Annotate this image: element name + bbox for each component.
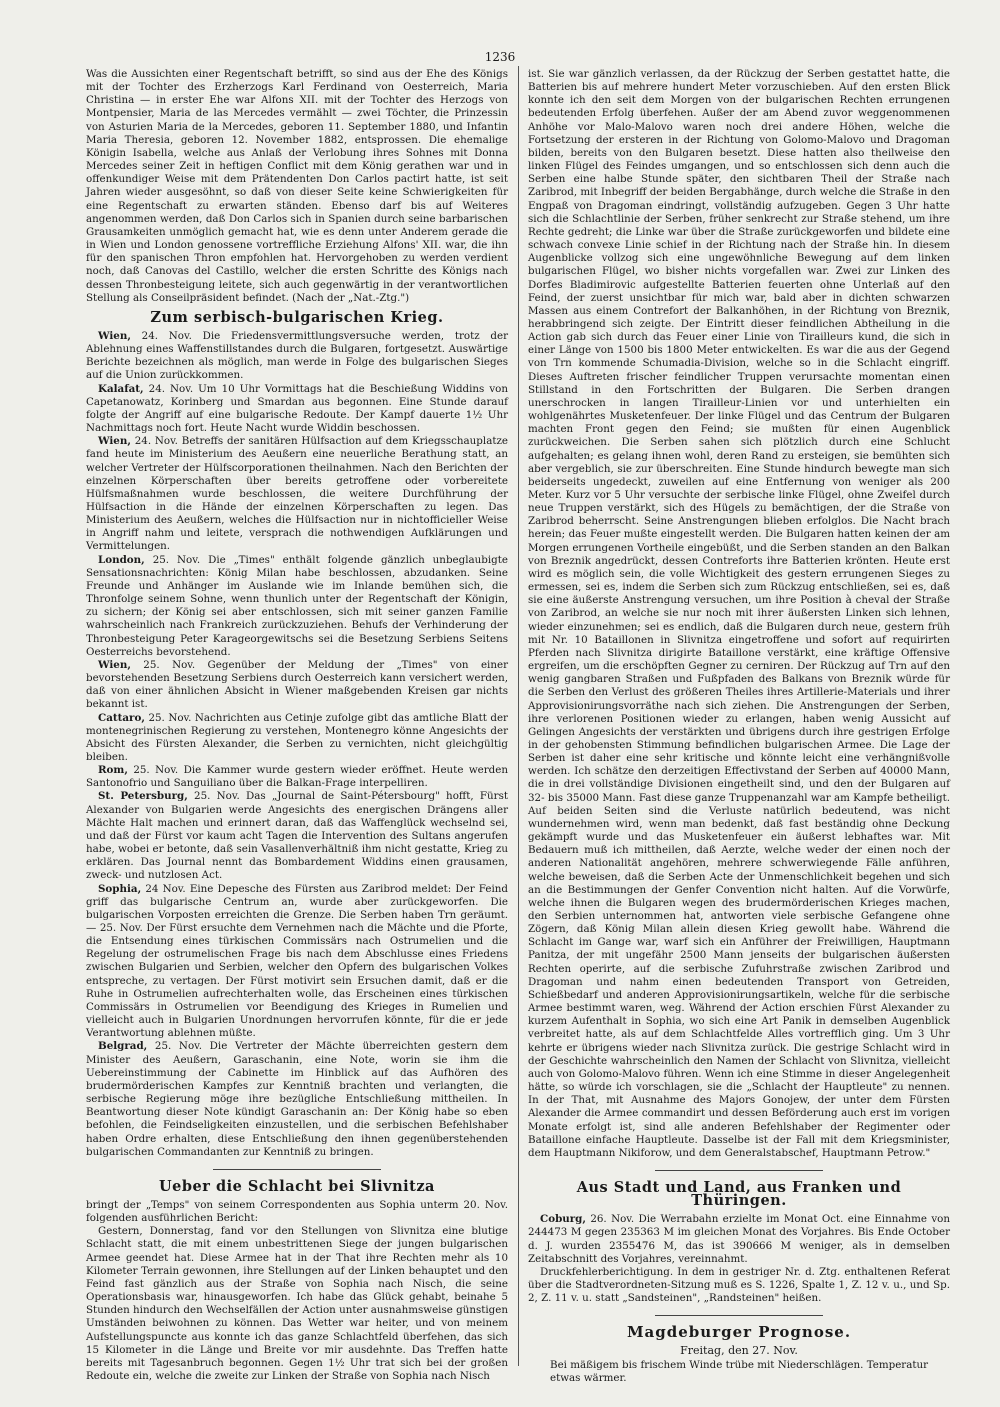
local-news-list	[528, 1213, 950, 1305]
news-item	[86, 330, 508, 383]
prognose-text: Bei mäßigem bis frischem Winde trübe mit Niederschlägen. Temperatur etwas wärmer.	[550, 1358, 929, 1384]
dateline-place: Belgrad,	[98, 1040, 148, 1053]
news-text: 24. Nov. Betreffs der sanitären Hülfsaction auf dem Kriegsschauplatze fand heute im Ministerium des Aeußern eine neuerliche Berathung statt, an welcher Vertreter der Hülfscorporationen theilnahmen. Nach den Berichten der einzelnen Körperschaften über bereits getroffene oder vorbereitete Hülfsmaßnahmen wurde beschlossen, die weitere Durchführung der Hülfsaction in die Hände der einzelnen Körperschaften zu legen. Das Ministerium des Aeußern, welches die Hülfsaction nur in nichtofficieller Weise in Angriff nahm und leitete, versprach die nothwendigen Aufklärungen und Vermittelungen.	[86, 435, 508, 553]
news-text: 25. Nov. Gegenüber der Meldung der „Times" von einer bevorstehenden Besetzung Serbiens durch Oesterreich kann versichert werden, daß von einer ähnlichen Absicht in Wiener maßgebenden Kreisen gar nichts bekannt ist.	[86, 658, 508, 711]
left-column	[86, 68, 508, 1383]
news-text: 24. Nov. Um 10 Uhr Vormittags hat die Beschießung Widdins von Capetanowatz, Korinberg und Smardan aus begonnen. Eine Stunde darauf folgte der Angriff auf eine bulgarische Redoute. Der Kampf dauerte 1½ Uhr Nachmittags noch fort. Heute Nacht wurde Widdin beschossen.	[86, 382, 508, 435]
news-item	[86, 435, 508, 553]
news-item	[528, 1266, 950, 1305]
news-item	[86, 790, 508, 882]
section-heading-war: Zum serbisch-bulgarischen Krieg.	[150, 308, 444, 326]
dateline-place: Wien,	[98, 329, 131, 342]
news-text: 26. Nov. Die Werrabahn erzielte im Monat Oct. eine Einnahme von 244473 M gegen 235363 M im gleichen Monat des Vorjahres. Bis Ende October d. J. wurden 2355476 M, das ist 390666 M weniger, als in demselben Zeitabschnitt des Vorjahres, vereinnahmt.	[528, 1213, 950, 1265]
news-text: 24 Nov. Eine Depesche des Fürsten aus Zaribrod meldet: Der Feind griff das bulgarische Centrum an, wurde aber zurückgeworfen. Die bulgarischen Vorposten erreichten die Grenze. Die Serben haben Trn geräumt. — 25. Nov. Der Fürst ersuchte dem Vernehmen nach die Mächte und die Pforte, die Entsendung eines türkischen Commissärs nach Ostrumelien und die Regelung der ostrumelischen Frage bis nach dem Abschlusse eines Friedens zwischen Bulgarien und Serbien, welcher den Opfern des bulgarischen Volkes entspreche, zu vertagen. Der Fürst motivirt sein Ersuchen damit, daß er die Ruhe in Ostrumelien aufrechterhalten wolle, das Erscheinen eines türkischen Commissärs in Ostrumelien vor Beendigung des Krieges in Rumelien und vielleicht auch in Bulgarien Unordnungen hervorrufen könnte, für die er jede Verantwortung ablehnen müßte.	[86, 882, 508, 1040]
news-text: 25. Nov. Die Vertreter der Mächte überreichten gestern dem Minister des Aeußern, Garaschanin, eine Note, worin sie ihm die Uebereinstimmung der Cabinette im Hinblick auf das Aufhören des brudermörderischen Kampfes zur Kenntniß brachten und verlangten, die serbische Regierung möge ihre bezügliche Entschließung mittheilen. In Beantwortung dieser Note kündigt Garaschanin an: Der König habe so eben befohlen, die Feindseligkeiten einzustellen, und die serbischen Befehlshaber haben Ordre erhalten, diese Entschließung den ihnen gegenüberstehenden bulgarischen Commandanten zur Kenntniß zu bringen.	[86, 1040, 508, 1158]
prognose-title: Magdeburger Prognose.	[626, 1323, 852, 1342]
dateline-place: Cattaro,	[98, 711, 145, 724]
dateline-place: St. Petersburg,	[98, 790, 188, 803]
slivnitza-report-continuation: ist. Sie war gänzlich verlassen, da der Rückzug der Serben gestattet hatte, die Batterien bis auf mehrere hundert Meter vorzuschieben. Auf den ersten Blick konnte ich den seit dem Morgen von der bulgarischen Rechten errungenen bedeutenden Erfolg überfehen. Außer der am Abend zuvor weggenommenen Anhöhe vor Malo-Malovo waren noch drei andere Höhen, welche die Fortsetzung der ersteren in der Richtung von Golomo-Malovo und Dragoman bilden, bereits von den Bulgaren besetzt. Diese hatten also theilweise den linken Flügel des Feindes umgangen, und so entschlossen sich denn auch die Serben eine halbe Stunde später, den sichtbaren Theil der Straße nach Zaribrod, mit Inbegriff der beiden Bergabhänge, durch welche die Straße in den Engpaß von Dragoman eindringt, vollständig aufzugeben. Gegen 3 Uhr hatte sich die Schlachtlinie der Serben, früher senkrecht zur Straße stehend, um ihre Rechte gedreht; die Linke war über die Straße zurückgeworfen und bildete eine schwach convexe Linie schief in der Richtung nach der Straße hin. In diesem Augenblicke vollzog sich eine ungewöhnliche Bewegung auf dem linken bulgarischen Flügel, wo bisher nichts vorgefallen war. Zwei zur Linken des Dorfes Bladimirovic aufgestellte Batterien feuerten ohne Unterlaß auf den Feind, der zuerst unsichtbar für mich war, bald aber in dichten schwarzen Massen aus einem Contrefort der Balkanhöhen, in der Richtung von Breznik, herabbringend sich zeigte. Der Eintritt dieser feindlichen Abtheilung in die Action gab sich durch das Feuer einer Linie von Tirailleurs kund, die sich in einer Länge von 1500 bis 1800 Meter entwickelten. Es war die aus der Gegend von Trn kommende Schumadia-Division, welche so in die Schlacht eingriff. Dieses Auftreten frischer feindlicher Truppen verursachte momentan einen Stillstand in den Fortschritten der Bulgaren. Die Serben drangen unerschrocken in langen Tirailleur-Linien vor und unterhielten ein wohlgenährtes Musketenfeuer. Der linke Flügel und das Centrum der Bulgaren machten Front gegen den Feind; sie mußten für einen Augenblick zurückweichen. Die Serben sahen sich plötzlich durch eine Schlucht aufgehalten; es gelang ihnen wohl, deren Rand zu ersteigen, sie bemühten sich aber vergeblich, sie zur überschreiten. Eine Stunde hindurch bewegte man sich beiderseits ungedeckt, zuweilen auf eine Entfernung von weniger als 200 Meter. Kurz vor 5 Uhr versuchte der serbische linke Flügel, ohne Zweifel durch neue Truppen verstärkt, sich des Hügels zu bemächtigen, der die Straße von Zaribrod beherrscht. Seine Anstrengungen blieben erfolglos. Die Nacht brach herein; das Feuer mußte eingestellt werden. Die Bulgaren hatten keinen der am Morgen errungenen Vortheile eingebüßt, und die Serben standen an den Balkan von Breznik angedrückt, dessen Contreforts ihre Batterien krönten. Heute erst wird es möglich sein, die volle Wichtigkeit des gestern errungenen Sieges zu ermessen, sei es, indem die Serben sich zum Rückzug entschließen, sei es, daß sie eine äußerste Anstrengung versuchen, um ihre Position à cheval der Straße von Zaribrod, an welche sie nur noch mit ihrer äußersten Linken sich lehnen, wieder einzunehmen; sei es endlich, daß die Bulgaren durch neue, gestern früh mit Nr. 10 Bataillonen in Slivnitza eingetroffene und sofort auf requirirten Pferden nach Slivnitza dirigirte Bataillone verstärkt, eine kräftige Offensive ergreifen, um die erschöpften Gegner zu cerniren. Der Rückzug auf Trn auf den wenig gangbaren Straßen und Fußpfaden des Balkans von Breznik würde für die Serben den Verlust des größeren Theiles ihres Artillerie-Materials und ihrer Approvisionirungsvorräthe nach sich ziehen. Die Anstrengungen der Serben, ihre verlorenen Positionen wieder zu erlangen, haben wenig Aussicht auf Gelingen Angesichts der verstärkten und übrigens durch ihre gestrigen Erfolge in der gehobensten Stimmung befindlichen bulgarischen Armee. Die Lage der Serben ist daher eine sehr kritische und könnte leicht eine verhängnißvolle werden. Ich schätze den derzeitigen Effectivstand der Serben auf 40000 Mann, die in drei vollständige Divisionen eingetheilt sind, und den der Bulgaren auf 32- bis 35000 Mann. Fast diese ganze Truppenanzahl war am Kampfe betheiligt. Auf beiden Seiten sind die Verluste natürlich bedeutend, was nicht wundernehmen wird, wenn man bedenkt, daß fast beständig ohne Deckung gekämpft wurde und das Musketenfeuer ein äußerst lebhaftes war. Mit Bedauern muß ich mittheilen, daß Aerzte, welche weder der einen noch der anderen Nationalität angehören, mehrere schwerwiegende Fälle anführen, welche beweisen, daß die Serben Acte der Unmenschlichkeit begehen und sich an die Bestimmungen der Genfer Convention nicht halten. Auf die Vorwürfe, welche ihnen die Bulgaren wegen des brudermörderischen Krieges machen, den Serbien unternommen hat, antworten viele serbische Gefangene ohne Zögern, daß König Milan allein diesen Krieg gewollt habe. Während die Schlacht im Gange war, warf sich ein Anführer der Freiwilligen, Hauptmann Panitza, der mit ungefähr 2500 Mann jenseits der bulgarischen äußersten Rechten operirte, auf die serbische Zufuhrstraße zwischen Zaribrod und Dragoman und nahm einen bedeutenden Transport von Getreiden, Schießbedarf und anderen Approvisionirungsartikeln, welche für die serbische Armee bestimmt waren, weg. Während der Action erschien Fürst Alexander zu kurzem Aufenthalt in Sophia, wo sich eine Art Panik in demselben Augenblick verbreitet hatte, als auf dem Schlachtfelde Alles vortrefflich ging. Um 3 Uhr kehrte er übrigens wieder nach Slivnitza zurück. Die gestrige Schlacht wird in der Geschichte wahrscheinlich den Namen der Schlacht von Slivnitza, vielleicht auch von Golomo-Malovo führen. Wenn ich eine Stimme in dieser Angelegenheit hätte, so würde ich vorschlagen, sie die „Schlacht der Hauptleute" zu nennen. In der That, mit Ausnahme des Majors Gonojew, der unter dem Fürsten Alexander die Armee commandirt und dessen Beförderung auch erst im vorigen Monate erfolgt ist, sind alle anderen Befehlshaber der Regimenter oder Bataillone einfache Hauptleute. Dasselbe ist der Fall mit dem Kriegsminister, dem Hauptmann Nikiforow, und dem Generalstabschef, Hauptmann Petrow."	[528, 68, 950, 1159]
section-heading-local: Aus Stadt und Land, aus Franken und Thüringen.	[576, 1178, 902, 1210]
news-text: 25. Nov. Die „Times" enthält folgende gänzlich unbeglaubigte Sensationsnachrichten: König Milan habe beschlossen, abzudanken. Seine Freunde und Anhänger im Auslande wie im Inlande bemühen sich, die Thronfolge seinem Sohne, wenn thunlich unter der Regentschaft der Königin, zu sichern; der König sei aber entschlossen, sich mit seiner ganzen Familie wahrscheinlich nach Frankreich zurückzuziehen. Behufs der Verhinderung der Thronbesteigung Peter Karageorgewitschs sei die Besetzung Serbiens Seitens Oesterreichs bevorstehend.	[86, 553, 508, 658]
slivnitza-report: Gestern, Donnerstag, fand vor den Stellungen von Slivnitza eine blutige Schlacht statt, die mit einem unbestrittenen Siege der jungen bulgarischen Armee geendet hat. Diese Armee hat in der That ihre Rechten mehr als 10 Kilometer Terrain gewonnen, ihre Stellungen auf der Linken behauptet und den Feind fast gänzlich aus der Straße von Sophia nach Nisch, die seine Operationsbasis war, hinausgeworfen. Ich habe das Glück gehabt, beinahe 5 Stunden hindurch den Wechselfällen der Action unter ausnahmsweise günstigen Umständen beiwohnen zu können. Das Wetter war heiter, und von meinem Aufstellungspuncte aus konnte ich das ganze Schlachtfeld überfehen, das sich 15 Kilometer in die Länge und Breite vor mir ausdehnte. Das Treffen hatte bereits mit Tagesanbruch begonnen. Gegen 1½ Uhr trat sich bei der großen Redoute ein, welche die zweite zur Linken der Straße von Sophia nach Nisch	[86, 1225, 509, 1382]
news-text: 25. Nov. Das „Journal de Saint-Pétersbourg" hofft, Fürst Alexander von Bulgarien werde Angesichts des energischen Drängens aller Mächte Halt machen und erinnert daran, daß das Waffenglück wechselnd sei, und daß der Fürst vor kaum acht Tagen die Intervention des Sultans angerufen habe, wobei er betonte, daß sein Vasallenverhältniß ihm nicht gestatte, Krieg zu erklären. Das Journal nennt das Bombardement Widdins einen grausamen, zweck- und nutzlosen Act.	[86, 790, 508, 882]
page-number: 1236	[484, 50, 516, 64]
news-item	[528, 1213, 950, 1266]
separator-rule	[213, 1169, 382, 1170]
war-news-list	[86, 330, 508, 1159]
column-divider	[518, 66, 519, 1366]
section-heading-slivnitza: Ueber die Schlacht bei Slivnitza	[159, 1177, 435, 1195]
separator-rule	[655, 1170, 824, 1171]
dateline-place: Sophia,	[98, 882, 142, 895]
separator-rule	[655, 1315, 824, 1316]
news-text: 24. Nov. Die Friedensvermittlungsversuche werden, trotz der Ablehnung eines Waffenstillstandes durch die Bulgaren, fortgesetzt. Auswärtige Berichte bezeichnen als möglich, man werde in Folge des bulgarischen Sieges auf die Union zurückkommen.	[86, 329, 508, 382]
news-item	[86, 383, 508, 436]
prognose-date: Freitag, den 27. Nov.	[680, 1343, 798, 1357]
news-item	[86, 764, 508, 790]
news-text: 25. Nov. Nachrichten aus Cetinje zufolge gibt das amtliche Blatt der montenegrinischen Regierung zu verstehen, Montenegro könne Angesichts der Absicht des Fürsten Alexander, die Serben zu vernichten, nicht gleichgültig bleiben.	[86, 711, 508, 763]
news-item	[86, 712, 508, 765]
news-item	[86, 659, 508, 712]
slivnitza-intro: bringt der „Temps" von seinem Correspondenten aus Sophia unterm 20. Nov. folgenden ausführlichen Bericht:	[86, 1198, 508, 1225]
intro-paragraph: Was die Aussichten einer Regentschaft betrifft, so sind aus der Ehe des Königs mit der Tochter des Erzherzogs Karl Ferdinand von Oesterreich, Maria Christina — in erster Ehe war Alfons XII. mit der Tochter des Herzogs von Montpensier, Maria de las Mercedes vermählt — zwei Töchter, die Prinzessin von Asturien Maria de la Mercedes, geboren 11. September 1880, und Infantin Maria Theresia, geboren 12. November 1882, entsprossen. Die ehemalige Königin Isabella, welche aus Anlaß der Verlobung ihres Sohnes mit Donna Mercedes seiner Zeit in heftigen Conflict mit dem König gerathen war und in offenkundiger Weise mit dem Prätendenten Don Carlos pactirt hatte, ist seit Jahren wieder ausgesöhnt, so daß von dieser Seite keine Schwierigkeiten für eine Regentschaft zu erwarten ständen. Ebenso darf bis auf Weiteres angenommen werden, daß Don Carlos sich in Spanien durch seine barbarischen Grausamkeiten unmöglich gemacht hat, wie es denn unter Anderem gerade die in Wien und London genossene vortreffliche Erziehung Alfons' XII. war, die ihn für den spanischen Thron empfohlen hat. Hervorgehoben zu werden verdient noch, daß Canovas del Castillo, welcher die ersten Schritte des Königs nach dessen Thronbesteigung leitete, sich auch gegenwärtig in der verantwortlichen Stellung als Conseilpräsident befindet. (Nach der „Nat.-Ztg.")	[86, 68, 508, 304]
news-item	[86, 554, 508, 659]
dateline-place: Kalafat,	[98, 382, 144, 395]
news-text: Druckfehlerberichtigung. In dem in gestriger Nr. d. Ztg. enthaltenen Referat über die Stadtverordneten-Sitzung muß es S. 1226, Spalte 1, Z. 12 v. u., und Sp. 2, Z. 11 v. u. statt „Sandsteinen", „Randsteinen" heißen.	[528, 1265, 950, 1305]
news-item	[86, 1040, 508, 1158]
news-text: 25. Nov. Die Kammer wurde gestern wieder eröffnet. Heute werden Santonofrio und Sanguiliano über die Balkan-Frage interpelliren.	[86, 764, 508, 790]
dateline-place: Wien,	[98, 658, 131, 671]
dateline-place: Coburg,	[540, 1213, 586, 1226]
dateline-place: Wien,	[98, 435, 131, 448]
right-column	[528, 68, 950, 1385]
dateline-place: Rom,	[98, 764, 128, 777]
dateline-place: London,	[98, 553, 145, 566]
news-item	[86, 883, 508, 1041]
